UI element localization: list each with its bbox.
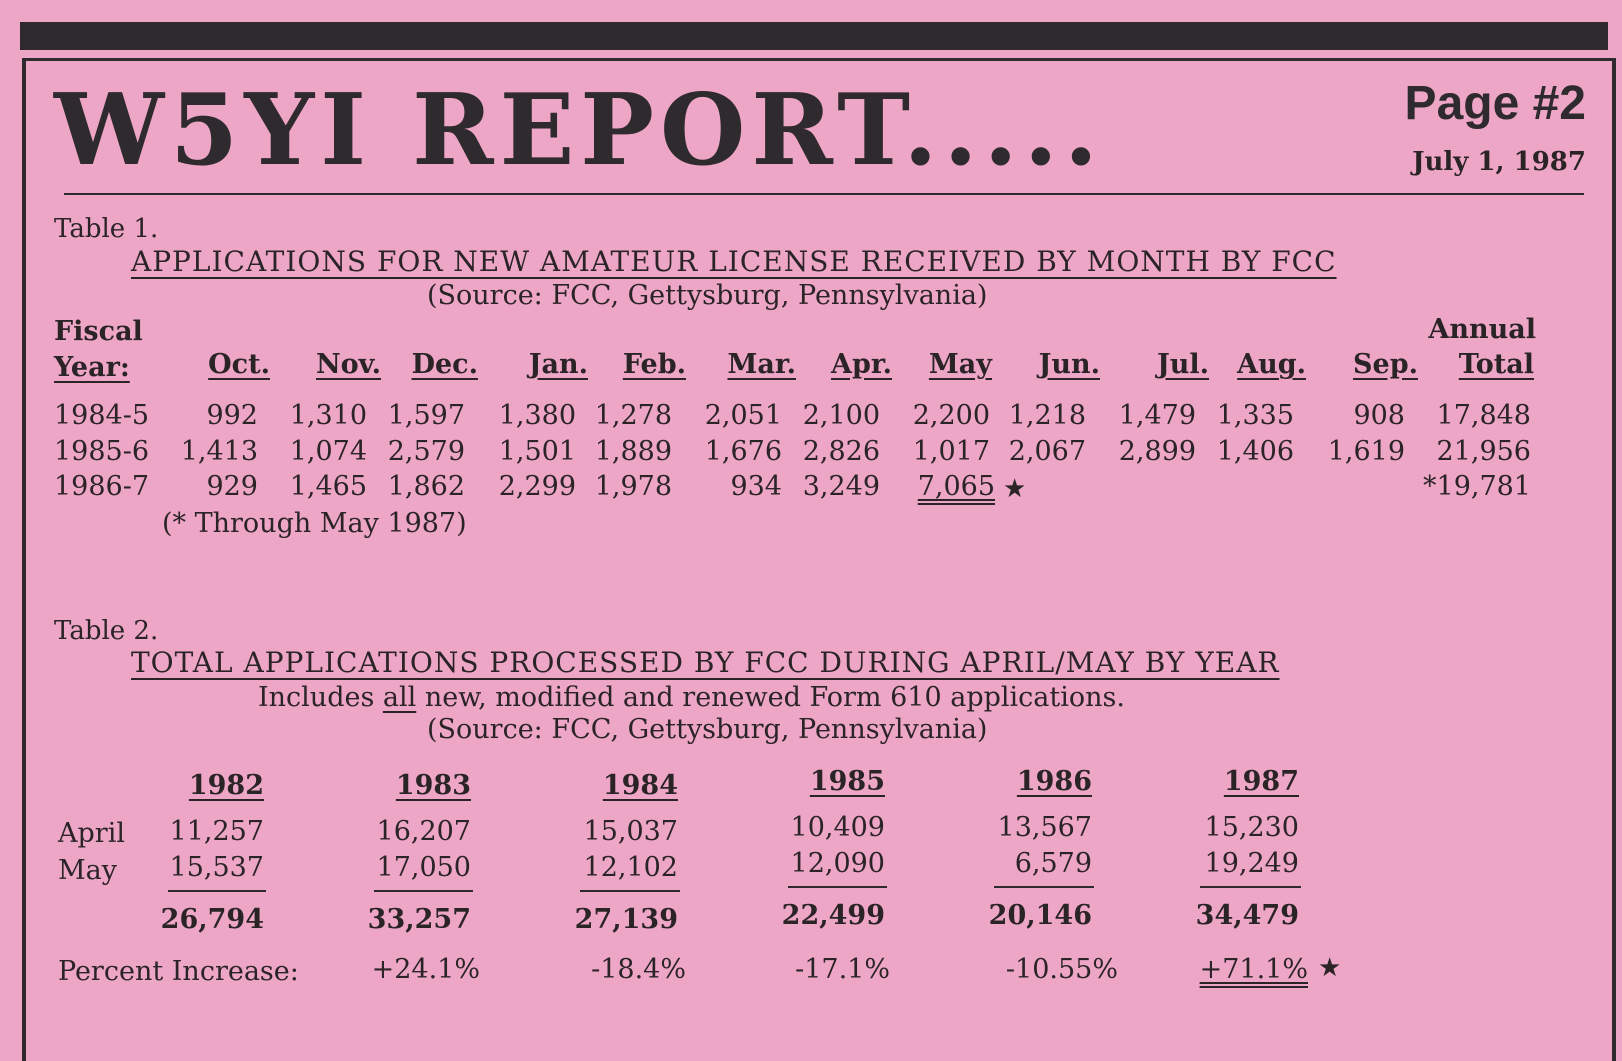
table1-col-header: Feb. xyxy=(622,349,686,380)
table2-includes xyxy=(258,682,1125,713)
table1-cell: 1,406 xyxy=(1216,436,1294,467)
sum-rule xyxy=(374,890,473,892)
table2-pct-cell: -10.55% xyxy=(1005,954,1118,985)
table1-cell: 2,579 xyxy=(387,436,465,467)
table2-april-cell: 13,567 xyxy=(997,812,1092,843)
table1-year: 1984-5 xyxy=(54,400,150,431)
table2-april-cell: 16,207 xyxy=(376,816,471,847)
table1-cell: 1,465 xyxy=(289,471,367,502)
table1-cell: 1,380 xyxy=(498,400,576,431)
sum-rule xyxy=(168,890,266,892)
table2-pct-cell: -18.4% xyxy=(591,954,686,985)
table1-cell: 3,249 xyxy=(802,471,880,502)
table1-cell: 908 xyxy=(1353,400,1405,431)
table2-april-cell: 10,409 xyxy=(790,812,885,843)
table1-cell: 1,017 xyxy=(912,436,990,467)
year-label: Year: xyxy=(54,352,130,383)
table1-col-header: Aug. xyxy=(1237,349,1306,380)
table1-year: 1985-6 xyxy=(54,436,150,467)
table2-total-cell: 26,794 xyxy=(160,904,264,935)
sum-rule xyxy=(994,886,1094,888)
top-bar xyxy=(20,22,1608,50)
table1-cell: 2,899 xyxy=(1118,436,1196,467)
page-number: Page #2 xyxy=(1404,77,1586,130)
table1-cell: 21,956 xyxy=(1436,436,1531,467)
masthead: W5YI REPORT..... xyxy=(54,73,1104,188)
table1-cell: 2,100 xyxy=(802,400,880,431)
table2-title: TOTAL APPLICATIONS PROCESSED BY FCC DURING APRIL/MAY BY YEAR xyxy=(131,646,1280,679)
table1-col-header: Total xyxy=(1458,349,1534,380)
table1-cell: 1,862 xyxy=(387,471,465,502)
table1-cell: 929 xyxy=(206,471,258,502)
may-label: May xyxy=(58,855,117,886)
table1-col-header: Jan. xyxy=(528,349,588,380)
table1-cell: 992 xyxy=(206,400,258,431)
table2-label: Table 2. xyxy=(54,616,159,646)
table2-year-header: 1984 xyxy=(602,770,678,801)
sum-rule xyxy=(788,886,887,888)
table2-pct-cell: +24.1% xyxy=(371,954,480,985)
table1-label: Table 1. xyxy=(54,214,159,244)
table2-may-cell: 15,537 xyxy=(169,852,264,883)
table1-cell: 2,051 xyxy=(704,400,782,431)
table1-col-header: Sep. xyxy=(1353,349,1418,380)
april-label: April xyxy=(58,818,125,849)
table2-year-header: 1985 xyxy=(809,766,885,797)
table1-cell: 1,597 xyxy=(387,400,465,431)
table1-cell: 1,479 xyxy=(1118,400,1196,431)
table1-col-header: Jul. xyxy=(1156,349,1209,380)
table2-year-header: 1982 xyxy=(188,770,264,801)
table2-april-cell: 11,257 xyxy=(169,816,264,847)
table2-total-cell: 33,257 xyxy=(367,904,471,935)
table1-cell: 1,978 xyxy=(594,471,672,502)
table1-source: (Source: FCC, Gettysburg, Pennsylvania) xyxy=(427,280,988,311)
table1-col-header: Dec. xyxy=(411,349,478,380)
table1-cell: 934 xyxy=(730,471,782,502)
table2-year-header: 1983 xyxy=(395,770,471,801)
table1-cell: 1,310 xyxy=(289,400,367,431)
fiscal-label: Fiscal xyxy=(54,316,143,347)
table1-cell: 1,413 xyxy=(180,436,258,467)
table2-total-cell: 22,499 xyxy=(781,900,885,931)
table1-col-header: Jun. xyxy=(1038,349,1100,380)
table1-year: 1986-7 xyxy=(54,471,150,502)
table1-col-header: Apr. xyxy=(831,349,892,380)
table1-footnote: (* Through May 1987) xyxy=(162,508,467,539)
table1-cell: 1,501 xyxy=(498,436,576,467)
table1-cell: 2,067 xyxy=(1008,436,1086,467)
table1-cell: 1,889 xyxy=(594,436,672,467)
table1-cell: 2,299 xyxy=(498,471,576,502)
table1-title: APPLICATIONS FOR NEW AMATEUR LICENSE RECEIVED BY MONTH BY FCC xyxy=(131,245,1337,278)
masthead-rule xyxy=(64,193,1584,195)
table1-col-header: Nov. xyxy=(315,349,381,380)
table2-may-cell: 12,102 xyxy=(583,852,678,883)
sum-rule xyxy=(580,890,680,892)
star-icon: ★ xyxy=(1318,953,1342,983)
table1-cell: 1,619 xyxy=(1327,436,1405,467)
includes-pre: Includes xyxy=(258,682,383,713)
pct-label: Percent Increase: xyxy=(58,956,299,987)
includes-post: new, modified and renewed Form 610 applications. xyxy=(416,682,1125,713)
table1-cell: 7,065 xyxy=(917,471,995,502)
table2-may-cell: 17,050 xyxy=(376,852,471,883)
table1-cell: 2,826 xyxy=(802,436,880,467)
issue-date: July 1, 1987 xyxy=(1412,147,1586,177)
table1-cell: 1,278 xyxy=(594,400,672,431)
table2-pct-cell: +71.1% xyxy=(1199,954,1308,985)
table1-col-header: Oct. xyxy=(208,349,270,380)
table2-april-cell: 15,230 xyxy=(1204,812,1299,843)
table2-total-cell: 20,146 xyxy=(988,900,1092,931)
star-icon: ★ xyxy=(1003,474,1027,504)
annual-label: Annual xyxy=(1428,314,1536,345)
table1-cell: 1,218 xyxy=(1008,400,1086,431)
table2-may-cell: 6,579 xyxy=(1014,848,1092,879)
table2-total-cell: 27,139 xyxy=(574,904,678,935)
table2-april-cell: 15,037 xyxy=(583,816,678,847)
table1-cell: 1,074 xyxy=(289,436,367,467)
table2-year-header: 1987 xyxy=(1223,766,1299,797)
table1-col-header: Mar. xyxy=(727,349,796,380)
table1-cell: 1,676 xyxy=(704,436,782,467)
table1-cell: *19,781 xyxy=(1423,471,1531,502)
includes-emph: all xyxy=(382,682,417,713)
table2-year-header: 1986 xyxy=(1016,766,1092,797)
table2-source: (Source: FCC, Gettysburg, Pennsylvania) xyxy=(427,714,988,745)
table1-col-header: May xyxy=(928,349,992,380)
table1-cell: 1,335 xyxy=(1216,400,1294,431)
table2-may-cell: 19,249 xyxy=(1204,848,1299,879)
table2-may-cell: 12,090 xyxy=(790,848,885,879)
table1-cell: 2,200 xyxy=(912,400,990,431)
table2-total-cell: 34,479 xyxy=(1195,900,1299,931)
table1-cell: 17,848 xyxy=(1436,400,1531,431)
sum-rule xyxy=(1200,886,1301,888)
table2-pct-cell: -17.1% xyxy=(795,954,890,985)
